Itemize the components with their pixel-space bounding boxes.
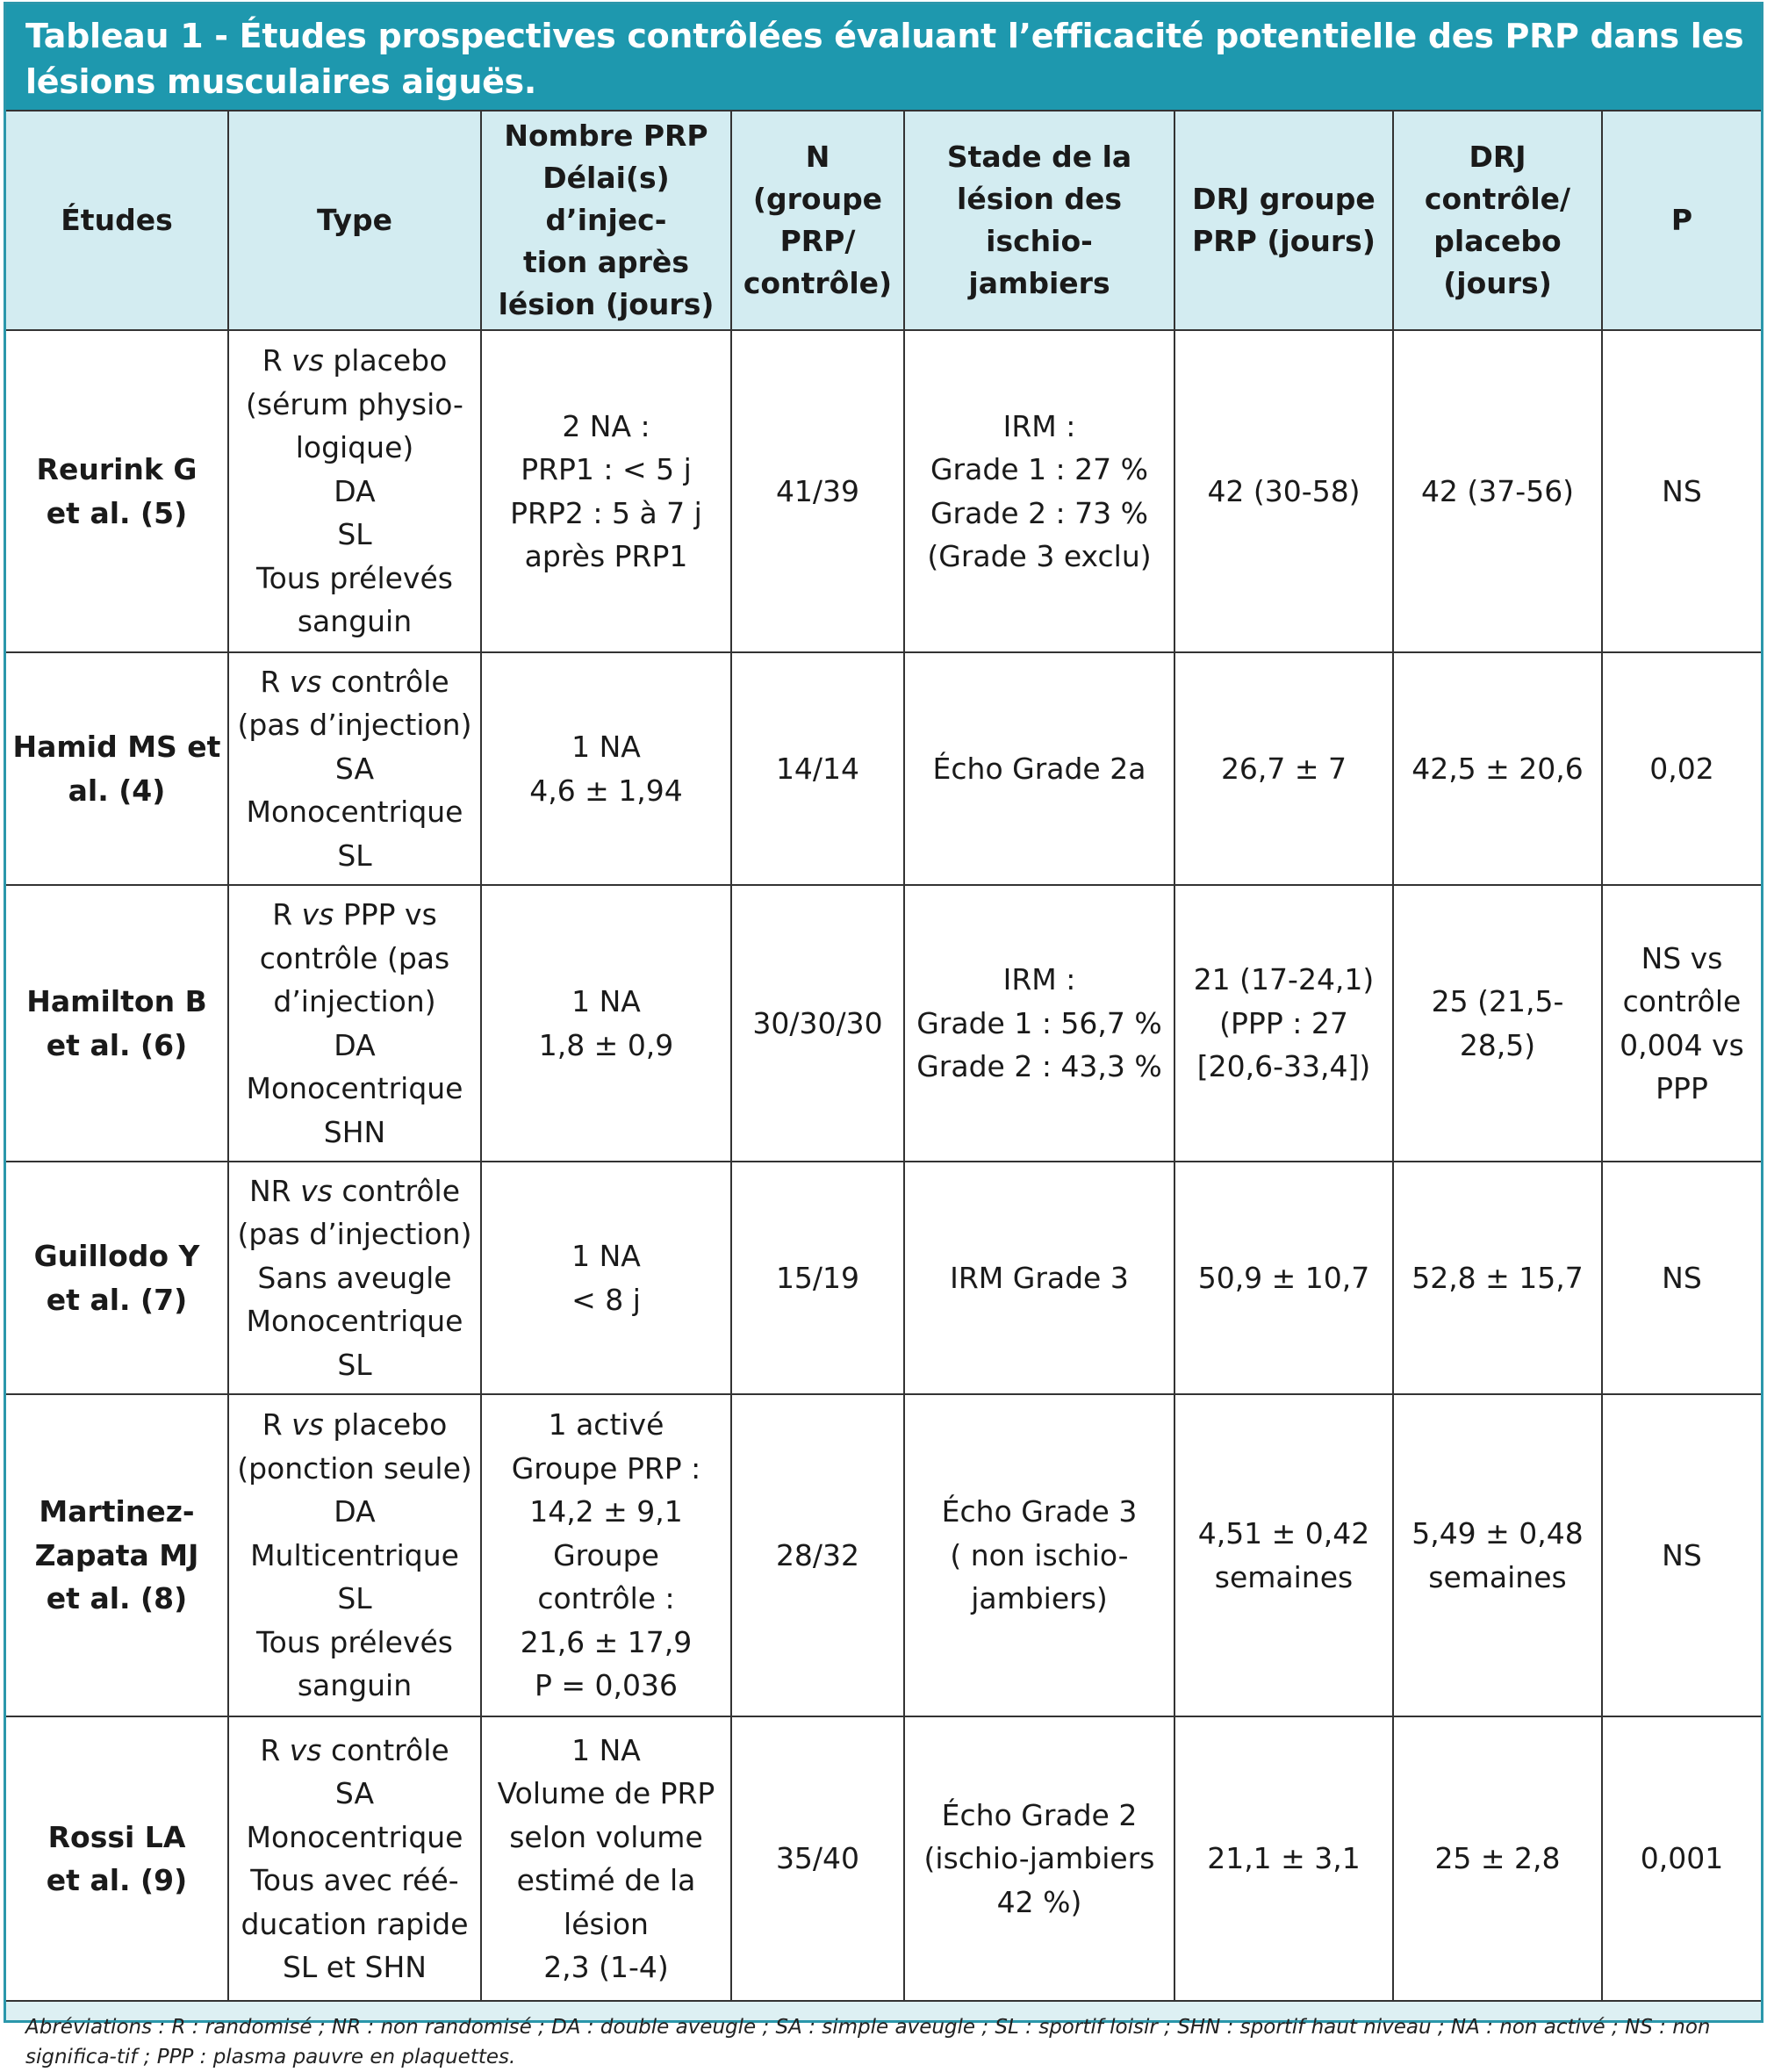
cell-line: Volume de PRP <box>497 1776 715 1810</box>
cell-line: 25 (21,5- <box>1431 984 1564 1018</box>
cell-line: 0,001 <box>1640 1841 1724 1876</box>
type-text: sanguin <box>297 604 413 639</box>
cell-line: 1 activé <box>548 1407 664 1442</box>
cell-line <box>234 1859 475 1903</box>
header-line: Nombre PRP <box>504 119 708 153</box>
cell-line: après PRP1 <box>524 539 688 573</box>
cell-p <box>1602 652 1761 885</box>
cell-line <box>234 937 475 981</box>
type-text: (ponction seule) <box>237 1450 472 1486</box>
cell-n <box>731 1162 904 1394</box>
cell-line: Rossi LA <box>47 1819 186 1854</box>
type-text: contrôle <box>321 1732 449 1767</box>
cell-line: 35/40 <box>775 1841 860 1876</box>
cell-line: et al. (8) <box>46 1581 188 1616</box>
cell-line <box>234 1212 475 1256</box>
type-text: SL <box>337 517 372 552</box>
cell-line: 42 %) <box>996 1884 1082 1919</box>
cell-line: 0,02 <box>1649 751 1714 786</box>
cell-line <box>234 383 475 427</box>
cell-study <box>6 1162 228 1394</box>
cell-line: et al. (7) <box>46 1282 188 1317</box>
cell-line: Grade 2 : 73 % <box>930 495 1149 530</box>
cell-line: Hamilton B <box>26 984 207 1018</box>
table-title: Tableau 1 - Études prospectives contrôlées évaluant l’efficacité potentielle des PRP dans les lésions musculaires aiguës. <box>6 4 1761 110</box>
type-text: placebo <box>323 1407 448 1442</box>
cell-line: P = 0,036 <box>534 1668 678 1703</box>
header-line: PRP (jours) <box>1192 224 1376 258</box>
cell-stage <box>904 652 1174 885</box>
type-vs-italic: vs <box>289 664 322 699</box>
type-text: SA <box>334 751 375 786</box>
footnote: Abréviations : R : randomisé ; NR : non randomisé ; DA : double aveugle ; SA : simple aveugle ; SL : sportif loisir ; SHN : sportif haut niveau ; NA : non activé ; NS : non significa-tif ; PPP : plasma pauvre en plaquettes. <box>25 2016 1711 2068</box>
table-row <box>6 1394 1761 1716</box>
type-text: Tous avec réé- <box>250 1863 459 1897</box>
type-text: ducation rapide <box>241 1906 469 1941</box>
cell-drj-controle <box>1393 652 1602 885</box>
cell-line <box>234 1664 475 1708</box>
type-text: DA <box>334 1027 376 1062</box>
cell-line: estimé de la <box>516 1863 696 1897</box>
cell-p <box>1602 330 1761 652</box>
type-text: Multicentrique <box>250 1537 459 1572</box>
header-type <box>228 111 481 330</box>
cell-prp <box>481 1394 731 1716</box>
header-line: (groupe <box>752 182 883 216</box>
cell-line: PRP1 : < 5 j <box>521 452 692 486</box>
cell-line: Groupe <box>553 1537 659 1572</box>
header-line: Stade de la <box>946 140 1132 174</box>
type-text: SL <box>337 838 372 873</box>
cell-line: 5,49 ± 0,48 <box>1411 1516 1584 1550</box>
cell-line: 42 (37-56) <box>1420 473 1575 508</box>
cell-study <box>6 885 228 1162</box>
cell-drj-prp <box>1174 1716 1393 2001</box>
type-text: contrôle <box>332 1173 461 1208</box>
table-row <box>6 1716 1761 2001</box>
cell-stage <box>904 885 1174 1162</box>
cell-line <box>234 600 475 644</box>
cell-line <box>234 470 475 514</box>
type-text: NR <box>248 1173 301 1208</box>
cell-line: < 8 j <box>571 1282 641 1317</box>
type-text: R <box>260 1732 290 1767</box>
cell-line: ( non ischio- <box>950 1537 1129 1572</box>
header-n <box>731 111 904 330</box>
cell-line: semaines <box>1428 1559 1567 1594</box>
header-line: placebo <box>1433 224 1562 258</box>
header-line: lésion (jours) <box>498 287 715 321</box>
cell-stage <box>904 330 1174 652</box>
header-line: N <box>805 140 830 174</box>
type-text: contrôle (pas <box>259 940 450 975</box>
type-text: DA <box>334 473 376 508</box>
studies-table <box>6 110 1761 2002</box>
cell-line: 0,004 vs <box>1620 1027 1744 1062</box>
cell-n <box>731 1394 904 1716</box>
cell-type <box>228 330 481 652</box>
cell-line: NS <box>1662 1537 1702 1572</box>
cell-p <box>1602 885 1761 1162</box>
cell-line <box>234 1447 475 1491</box>
header-stade <box>904 111 1174 330</box>
cell-drj-controle <box>1393 330 1602 652</box>
cell-line <box>234 1299 475 1343</box>
cell-n <box>731 652 904 885</box>
type-text: R <box>262 343 292 378</box>
cell-line <box>234 980 475 1024</box>
type-text: Tous prélevés <box>256 560 453 595</box>
cell-line <box>234 513 475 557</box>
cell-drj-prp <box>1174 1162 1393 1394</box>
type-vs-italic: vs <box>289 1732 322 1767</box>
cell-line: 4,6 ± 1,94 <box>529 773 683 808</box>
header-drj-controle <box>1393 111 1602 330</box>
cell-line: IRM : <box>1002 408 1076 443</box>
cell-line: contrôle <box>1622 984 1742 1018</box>
cell-line: 30/30/30 <box>752 1005 883 1040</box>
cell-line <box>234 790 475 834</box>
cell-line <box>234 1403 475 1447</box>
cell-type <box>228 1162 481 1394</box>
header-line: (jours) <box>1443 266 1552 300</box>
header-line: contrôle) <box>743 266 893 300</box>
cell-type <box>228 1394 481 1716</box>
cell-line: 14,2 ± 9,1 <box>529 1494 683 1529</box>
cell-line: et al. (6) <box>46 1027 188 1062</box>
cell-drj-prp <box>1174 330 1393 652</box>
cell-line: 25 ± 2,8 <box>1434 1841 1561 1876</box>
type-text: Sans aveugle <box>257 1260 452 1295</box>
cell-study <box>6 1394 228 1716</box>
type-vs-italic: vs <box>291 1407 324 1442</box>
type-text: (sérum physio- <box>246 386 463 421</box>
cell-line: Écho Grade 3 <box>941 1494 1138 1529</box>
type-text: SL <box>337 1347 372 1382</box>
type-text: R <box>262 1407 292 1442</box>
cell-line: Hamid MS et <box>12 730 221 764</box>
cell-line <box>234 660 475 704</box>
cell-drj-prp <box>1174 885 1393 1162</box>
cell-line: PRP2 : 5 à 7 j <box>510 495 702 530</box>
cell-line <box>234 1534 475 1578</box>
header-line: Type <box>316 203 393 237</box>
type-text: PPP vs <box>334 897 437 932</box>
type-text: SA <box>334 1776 375 1810</box>
cell-line: 42 (30-58) <box>1207 473 1361 508</box>
cell-line: 21,1 ± 3,1 <box>1207 1841 1361 1876</box>
header-p <box>1602 111 1761 330</box>
cell-line: et al. (5) <box>46 495 188 530</box>
cell-line <box>234 339 475 383</box>
type-text: Tous prélevés <box>256 1624 453 1659</box>
cell-line: Grade 2 : 43,3 % <box>916 1049 1162 1084</box>
cell-line: Groupe PRP : <box>511 1450 701 1486</box>
cell-line: IRM : <box>1002 962 1076 997</box>
cell-line: lésion <box>564 1906 649 1941</box>
cell-line: 1 NA <box>571 984 641 1018</box>
cell-type <box>228 1716 481 2001</box>
cell-line <box>234 1816 475 1860</box>
cell-line <box>234 1343 475 1387</box>
header-line: jambiers <box>968 266 1110 300</box>
cell-line <box>234 1903 475 1946</box>
cell-line: NS <box>1662 1260 1702 1295</box>
cell-line <box>234 1256 475 1300</box>
type-text: Monocentrique <box>246 1304 463 1339</box>
cell-stage <box>904 1394 1174 1716</box>
cell-line <box>234 1024 475 1068</box>
type-text: R <box>272 897 302 932</box>
cell-line: contrôle : <box>537 1581 675 1616</box>
type-text: SL et SHN <box>282 1950 427 1984</box>
cell-line <box>234 893 475 937</box>
cell-line: Grade 1 : 56,7 % <box>916 1005 1162 1040</box>
type-text: (pas d’injection) <box>237 708 472 743</box>
cell-line <box>234 1490 475 1534</box>
cell-line: et al. (9) <box>46 1863 188 1897</box>
cell-drj-controle <box>1393 1716 1602 2001</box>
cell-line: 1,8 ± 0,9 <box>538 1027 674 1062</box>
cell-line <box>234 1729 475 1773</box>
type-text: Monocentrique <box>246 1071 463 1105</box>
cell-stage <box>904 1162 1174 1394</box>
cell-line <box>234 703 475 747</box>
cell-line: Grade 1 : 27 % <box>930 452 1149 486</box>
cell-line: 2,3 (1-4) <box>543 1950 669 1984</box>
cell-p <box>1602 1716 1761 2001</box>
type-vs-italic: vs <box>301 897 334 932</box>
table-row <box>6 652 1761 885</box>
cell-line: 42,5 ± 20,6 <box>1411 751 1584 786</box>
cell-line: (Grade 3 exclu) <box>927 539 1152 573</box>
type-text: Monocentrique <box>246 795 463 830</box>
cell-line: jambiers) <box>971 1581 1108 1616</box>
header-etudes <box>6 111 228 330</box>
cell-prp <box>481 330 731 652</box>
cell-line <box>234 1577 475 1621</box>
cell-line <box>234 426 475 470</box>
cell-line: 15/19 <box>775 1260 860 1295</box>
cell-line: [20,6-33,4]) <box>1196 1049 1371 1084</box>
cell-line: Reurink G <box>36 452 198 486</box>
cell-line <box>234 1169 475 1213</box>
type-vs-italic: vs <box>300 1173 333 1208</box>
type-text: SL <box>337 1581 372 1616</box>
cell-line <box>234 1067 475 1111</box>
cell-line <box>234 1772 475 1816</box>
cell-line: 1 NA <box>571 730 641 764</box>
cell-study <box>6 652 228 885</box>
header-line: P <box>1670 203 1693 237</box>
header-line: tion après <box>523 245 689 279</box>
cell-line: (ischio-jambiers <box>923 1841 1155 1876</box>
type-text: contrôle <box>321 664 449 699</box>
cell-line: (PPP : 27 <box>1219 1005 1348 1040</box>
cell-drj-prp <box>1174 652 1393 885</box>
cell-line: semaines <box>1214 1559 1354 1594</box>
table-row <box>6 885 1761 1162</box>
cell-line: IRM Grade 3 <box>950 1260 1129 1295</box>
cell-line <box>234 1111 475 1155</box>
cell-line: NS <box>1662 473 1702 508</box>
cell-drj-controle <box>1393 1394 1602 1716</box>
cell-type <box>228 885 481 1162</box>
header-line: DRJ <box>1469 140 1526 174</box>
cell-study <box>6 330 228 652</box>
cell-line: al. (4) <box>68 773 166 808</box>
cell-n <box>731 1716 904 2001</box>
cell-line: Écho Grade 2a <box>932 751 1146 786</box>
cell-line: 1 NA <box>571 1239 641 1273</box>
header-row <box>6 111 1761 330</box>
cell-prp <box>481 885 731 1162</box>
cell-p <box>1602 1162 1761 1394</box>
cell-line: Guillodo Y <box>33 1239 200 1273</box>
header-line: DRJ groupe <box>1192 182 1376 216</box>
cell-p <box>1602 1394 1761 1716</box>
cell-line: PPP <box>1656 1071 1708 1105</box>
table-frame <box>4 2 1763 2068</box>
header-line: Études <box>61 203 173 237</box>
cell-prp <box>481 1162 731 1394</box>
type-text: DA <box>334 1494 376 1529</box>
cell-line: 41/39 <box>775 473 860 508</box>
cell-drj-controle <box>1393 885 1602 1162</box>
table-body <box>6 330 1761 2001</box>
cell-line <box>234 834 475 878</box>
type-text: R <box>260 664 290 699</box>
cell-line: 1 NA <box>571 1732 641 1767</box>
cell-line <box>234 1946 475 1989</box>
header-line: lésion des ischio- <box>957 182 1122 258</box>
cell-line: 28/32 <box>775 1537 860 1572</box>
cell-study <box>6 1716 228 2001</box>
type-text: Monocentrique <box>246 1819 463 1854</box>
header-line: PRP/ <box>779 224 856 258</box>
cell-line: 21 (17-24,1) <box>1193 962 1375 997</box>
cell-line <box>234 557 475 601</box>
cell-drj-prp <box>1174 1394 1393 1716</box>
type-text: (pas d’injection) <box>237 1217 472 1252</box>
cell-line: NS vs <box>1641 940 1723 975</box>
cell-line <box>234 747 475 791</box>
cell-line: Martinez- <box>39 1494 195 1529</box>
type-text: d’injection) <box>273 984 436 1018</box>
header-nombre-prp <box>481 111 731 330</box>
cell-line: 4,51 ± 0,42 <box>1197 1516 1370 1550</box>
cell-prp <box>481 1716 731 2001</box>
cell-line: 50,9 ± 10,7 <box>1197 1260 1370 1295</box>
header-drj-prp <box>1174 111 1393 330</box>
type-text: sanguin <box>297 1668 413 1703</box>
cell-line: selon volume <box>509 1819 703 1854</box>
cell-type <box>228 652 481 885</box>
cell-line: 21,6 ± 17,9 <box>520 1624 693 1659</box>
cell-line: Zapata MJ <box>34 1537 199 1572</box>
cell-line: 14/14 <box>775 751 860 786</box>
cell-line: Écho Grade 2 <box>941 1797 1138 1832</box>
cell-line: 2 NA : <box>562 408 650 443</box>
cell-line: 26,7 ± 7 <box>1220 751 1347 786</box>
cell-prp <box>481 652 731 885</box>
type-text: logique) <box>295 430 414 465</box>
type-vs-italic: vs <box>291 343 324 378</box>
cell-drj-controle <box>1393 1162 1602 1394</box>
type-text: SHN <box>323 1114 386 1149</box>
cell-line: 52,8 ± 15,7 <box>1411 1260 1584 1295</box>
header-line: contrôle/ <box>1424 182 1571 216</box>
table-row <box>6 1162 1761 1394</box>
cell-line: 28,5) <box>1459 1027 1536 1062</box>
type-text: placebo <box>323 343 448 378</box>
header-line: Délai(s) d’injec- <box>542 161 670 237</box>
cell-stage <box>904 1716 1174 2001</box>
cell-n <box>731 330 904 652</box>
cell-n <box>731 885 904 1162</box>
table-row <box>6 330 1761 652</box>
cell-line <box>234 1621 475 1665</box>
